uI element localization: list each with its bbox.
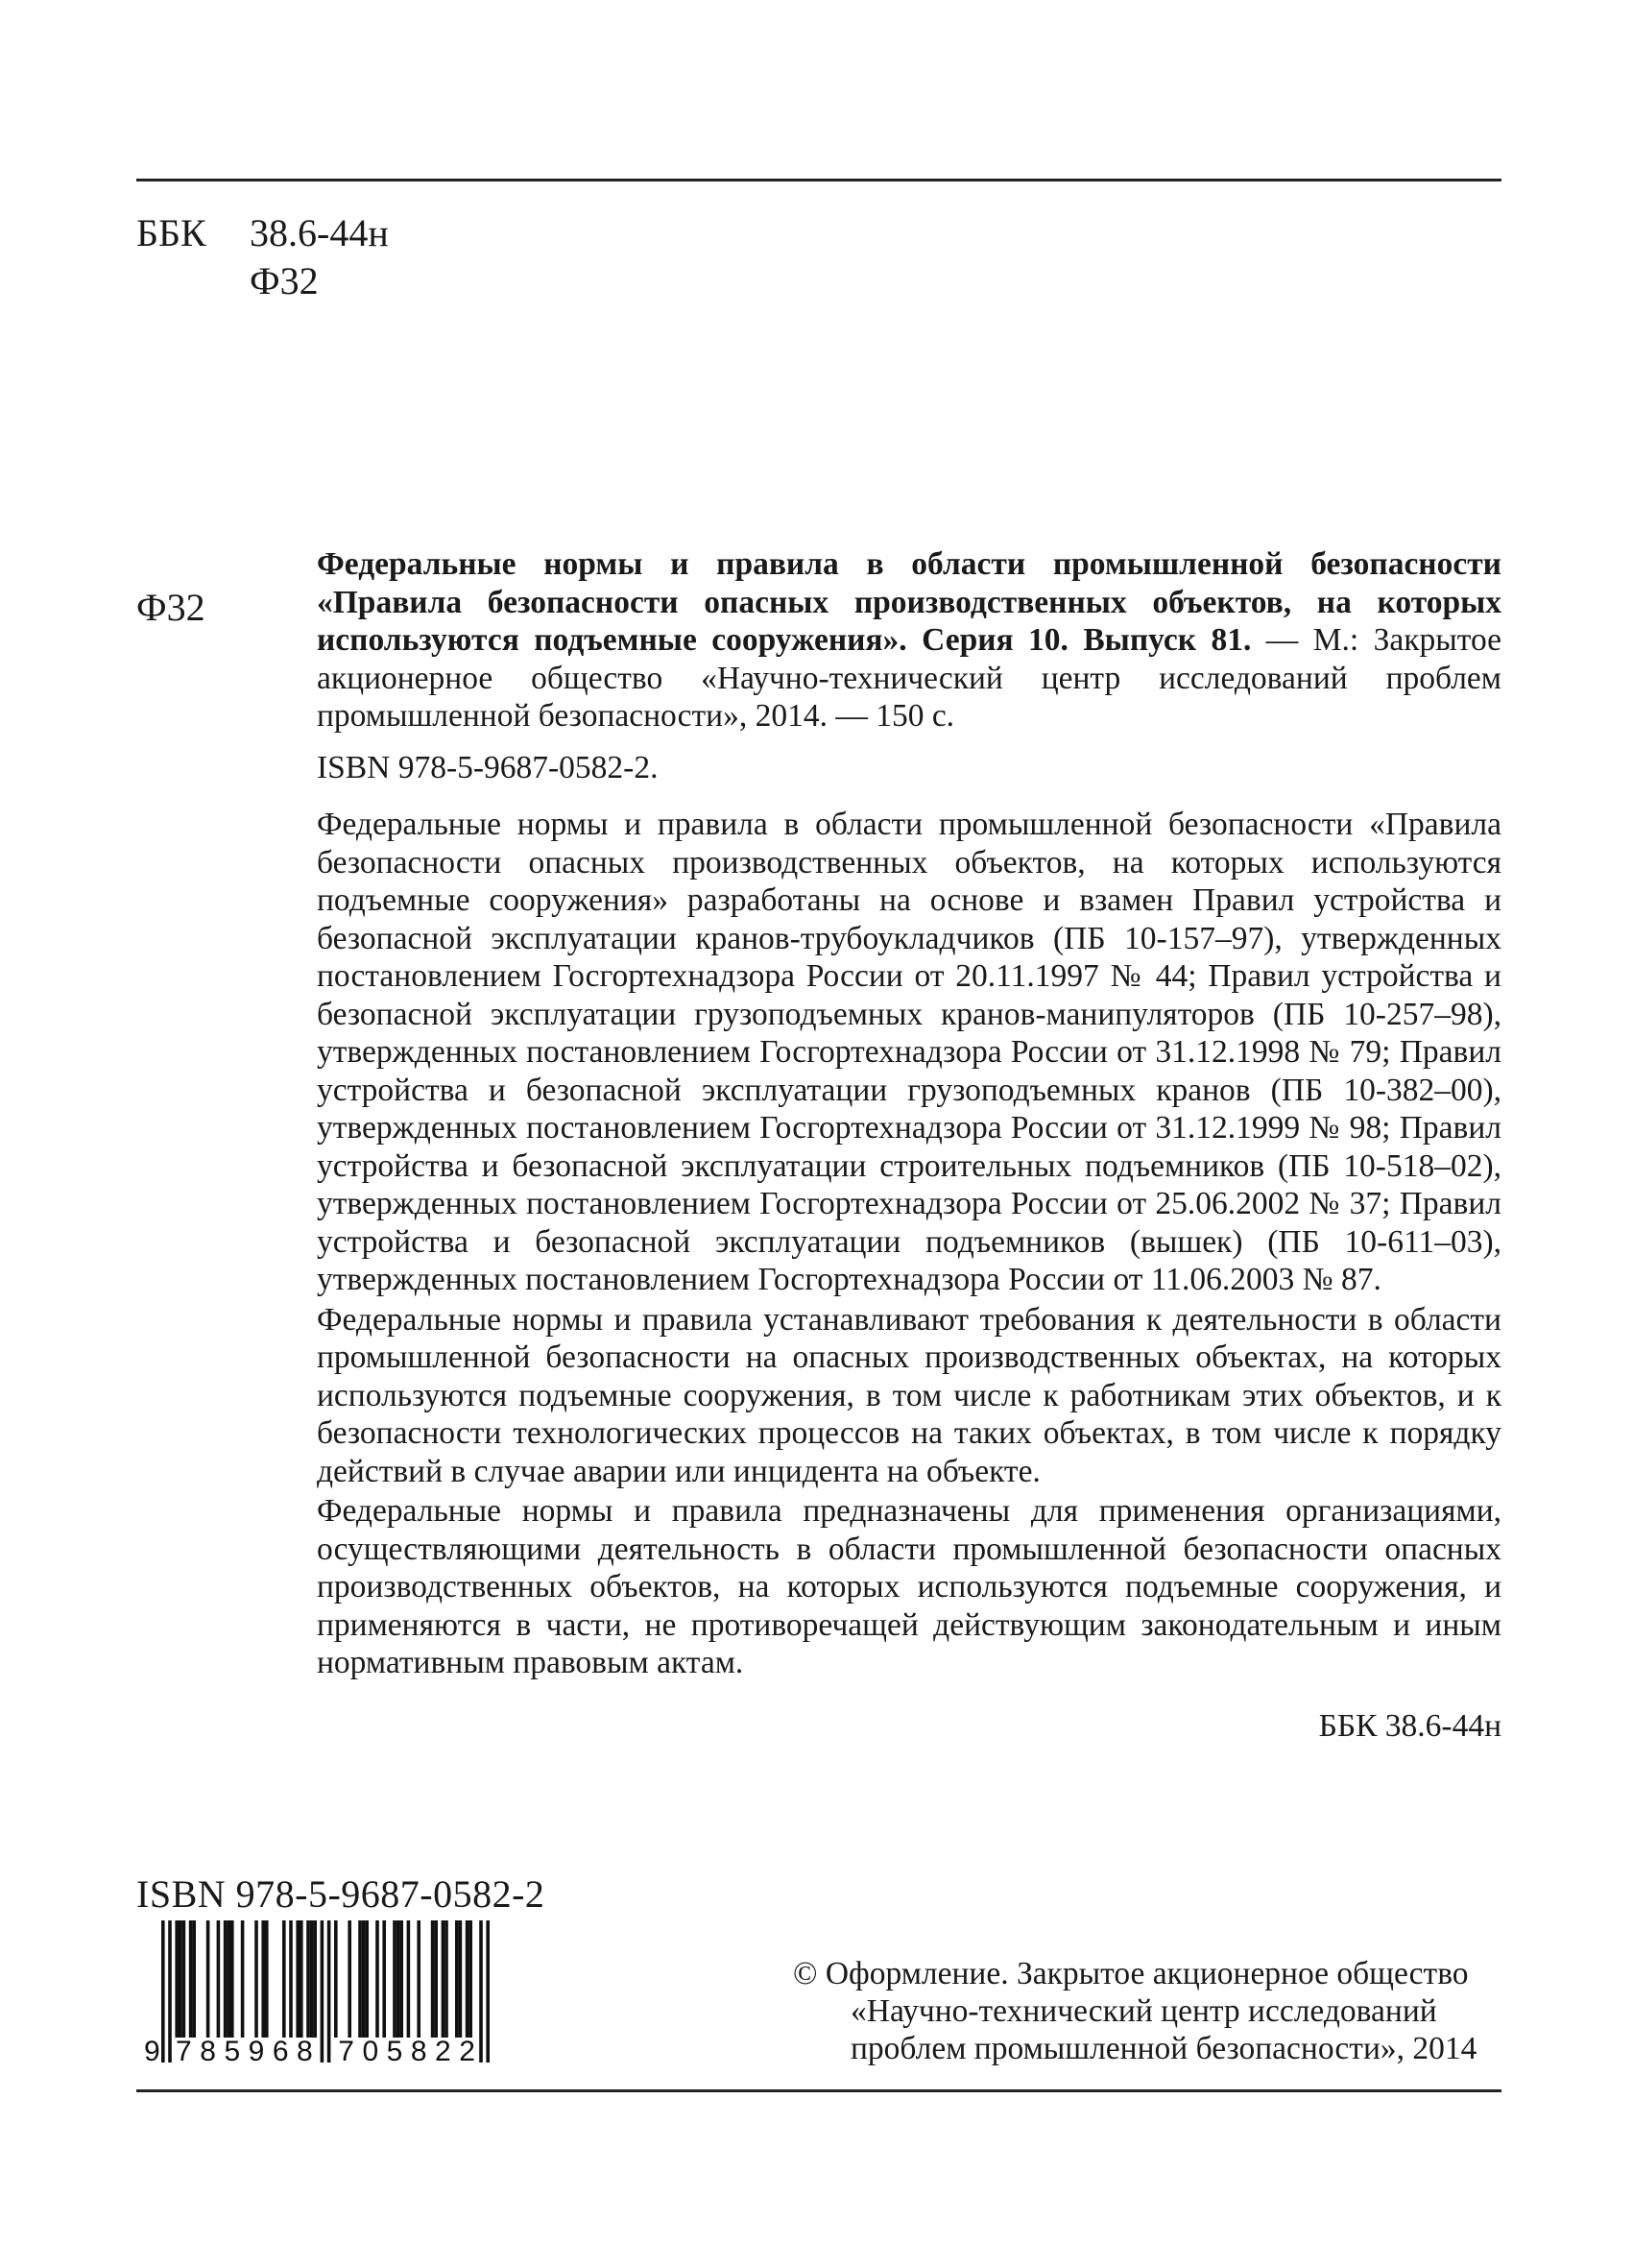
barcode-bar — [321, 1920, 324, 2063]
barcode-bar — [261, 1920, 265, 2038]
barcode-bar — [224, 1920, 228, 2038]
paragraph-2: Федеральные нормы и правила устанавливают требования к деятельности в области промышленной безопасности на опасных производственных объектах, на которых используются подъемные сооружения, в том числе к работникам этих объектов, и к безопасности технологических процессов на таких объектах, в том числе к порядку действий в случае аварии или инцидента на объекте. — [317, 1301, 1501, 1489]
barcode-digit: 2 — [435, 2036, 451, 2064]
paragraph-1: Федеральные нормы и правила в области промышленной безопасности «Правила безопасности опасных производственных объектов, на которых используются подъемные сооружения» разработаны на основе и взамен Правил устройства и безопасной эксплуатации кранов-трубоукладчиков (ПБ 10-157–97), утвержденных постановлением Госгортехнадзора России от 20.11.1997 № 44; Правил устройства и безопасной эксплуатации грузоподъемных кранов-манипуляторов (ПБ 10-257–98), утвержденных постановлением Госгортехнадзора России от 31.12.1998 № 79; Правил устройства и безопасной эксплуатации грузоподъемных кранов (ПБ 10-382–00), утвержденных постановлением Госгортехнадзора России от 31.12.1999 № 98; Правил устройства и безопасной эксплуатации строительных подъемников (ПБ 10-518–02), утвержденных постановлением Госгортехнадзора России от 25.06.2002 № 37; Правил устройства и безопасной эксплуатации подъемников (вышек) (ПБ 10-611–03), утвержденных постановлением Госгортехнадзора России от 11.06.2003 № 87. — [317, 807, 1501, 1297]
author-sign-side: Ф32 — [136, 586, 205, 629]
bbk-codes — [250, 209, 389, 305]
barcode-bar — [161, 1920, 165, 2063]
barcode-bar — [300, 1920, 303, 2038]
barcode-bar — [265, 1920, 269, 2038]
barcode-bar — [289, 1920, 293, 2038]
barcode-digit: 9 — [248, 2036, 265, 2064]
barcode-bar — [348, 1920, 351, 2038]
barcode-bar — [393, 1920, 396, 2038]
copyright-line-1: © Оформление. Закрытое акционерное общество — [793, 1956, 1469, 1991]
barcode-bar — [468, 1920, 472, 2038]
barcode-bar — [230, 1920, 234, 2038]
barcode-bar — [168, 1920, 172, 2063]
bbk-code-author-sign: Ф32 — [250, 259, 319, 302]
barcode-digit: 5 — [386, 2036, 403, 2064]
barcode-bar — [455, 1920, 459, 2038]
barcode-graphic — [136, 1920, 540, 2064]
bottom-rule — [136, 2089, 1501, 2092]
bbk-code-classification: 38.6-44н — [250, 211, 389, 254]
barcode-bar — [217, 1920, 221, 2038]
barcode-bar — [431, 1920, 435, 2038]
bbk-footer-code: ББК 38.6-44н — [1318, 1708, 1501, 1744]
barcode-bar — [358, 1920, 362, 2038]
barcode-bar — [241, 1920, 245, 2038]
copyright-line-3: проблем промышленной безопасности», 2014 — [851, 2031, 1477, 2066]
barcode-bar — [192, 1920, 196, 2038]
barcode-bar — [227, 1920, 230, 2038]
top-rule — [136, 179, 1501, 181]
barcode-bar — [434, 1920, 438, 2038]
barcode-bar — [313, 1920, 317, 2038]
barcode-bar — [382, 1920, 386, 2038]
bbk-label: ББК — [136, 211, 206, 254]
barcode-bar — [444, 1920, 448, 2038]
barcode-digit: 2 — [459, 2036, 475, 2064]
barcode-bar — [417, 1920, 420, 2038]
barcode-bar — [189, 1920, 193, 2038]
citation-imprint: — М.: Закрытое акционерное общество «Научно-технический центр исследований проблем промышленной безопасности», 2014. — 150 с. — [317, 622, 1501, 734]
barcode-digit: 9 — [144, 2036, 160, 2064]
copyright-block — [793, 1955, 1503, 2067]
barcode-bar — [479, 1920, 483, 2063]
barcode-digit: 8 — [200, 2036, 216, 2064]
barcode-digit: 0 — [362, 2036, 379, 2064]
isbn-line: ISBN 978-5-9687-0582-2. — [317, 749, 659, 785]
barcode-bar — [296, 1920, 300, 2038]
barcode-bar — [306, 1920, 310, 2038]
barcode-bar — [442, 1920, 445, 2038]
bibliographic-citation — [317, 545, 1501, 736]
barcode-digit: 7 — [176, 2036, 192, 2064]
barcode-bar — [282, 1920, 286, 2038]
barcode-digit: 8 — [297, 2036, 313, 2064]
barcode-bar — [254, 1920, 258, 2038]
barcode-bar — [310, 1920, 314, 2038]
barcode-digit: 6 — [272, 2036, 289, 2064]
paragraph-3: Федеральные нормы и правила предназначены для применения организациями, осуществляющими деятельность в области промышленной безопасности опасных производственных объектов, на которых используются подъемные сооружения, и применяются в части, не противоречащей действующим законодательным и иным нормативным правовым актам. — [317, 1493, 1501, 1680]
barcode-bar — [365, 1920, 369, 2038]
barcode-digit: 5 — [224, 2036, 241, 2064]
barcode-bar — [459, 1920, 463, 2038]
barcode-bar — [466, 1920, 469, 2038]
barcode-bar — [206, 1920, 210, 2038]
barcode-bar — [175, 1920, 179, 2038]
citation-title: Федеральные нормы и правила в области промышленной безопасности «Правила безопасности опасных производственных объектов, на которых используются подъемные сооружения». Серия 10. Выпуск 81. — [317, 546, 1501, 658]
barcode-bar — [179, 1920, 182, 2038]
annotation-block — [317, 545, 1501, 1682]
barcode-bar — [399, 1920, 403, 2038]
barcode-bar — [486, 1920, 490, 2063]
barcode-bar — [362, 1920, 366, 2038]
isbn-barcode-label: ISBN 978-5-9687-0582-2 — [136, 1872, 545, 1916]
barcode-bar — [327, 1920, 331, 2063]
barcode-bar — [334, 1920, 338, 2038]
copyright-line-2: «Научно-технический центр исследований — [851, 1993, 1437, 2029]
barcode-digit: 7 — [338, 2036, 354, 2064]
isbn-barcode — [136, 1920, 540, 2064]
barcode-bar — [396, 1920, 400, 2038]
barcode-bar — [407, 1920, 411, 2038]
barcode-bar — [375, 1920, 379, 2038]
barcode-digit: 8 — [410, 2036, 427, 2064]
barcode-bar — [182, 1920, 186, 2038]
